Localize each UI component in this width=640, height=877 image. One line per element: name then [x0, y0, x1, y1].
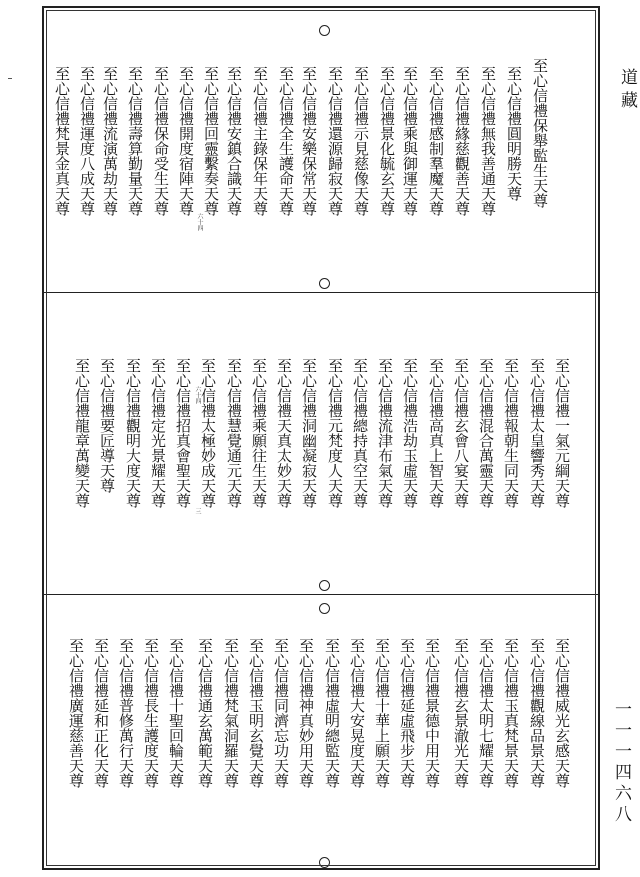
text-column: 至心信禮太明七耀天尊	[477, 638, 495, 788]
text-column: 至心信禮太皇響秀天尊	[528, 358, 546, 508]
text-column: 至心信禮觀明大度天尊	[124, 358, 142, 508]
text-column: 至心信禮安鎮合識天尊	[225, 66, 243, 216]
text-column: 至心信禮乘願往生天尊	[250, 358, 268, 508]
text-column: 至心信禮全生護命天尊	[277, 66, 295, 216]
text-column: 至心信禮大安晃度天尊	[348, 638, 366, 788]
text-column: 至心信禮運度八成天尊	[78, 66, 96, 216]
text-column: 至心信禮十華上願天尊	[373, 638, 391, 788]
text-column: 至心信禮通玄萬範天尊	[196, 638, 214, 788]
page-mark: 六十四	[194, 386, 201, 404]
text-column: 至心信禮回靈繫奏天尊	[202, 66, 220, 216]
text-column: 至心信禮定光景耀天尊	[149, 358, 167, 508]
text-column: 至心信禮混合萬靈天尊	[477, 358, 495, 508]
text-column: 至心信禮慧覺通元天尊	[225, 358, 243, 508]
margin-tick	[8, 78, 12, 79]
text-column: 至心信禮太極妙成天尊	[199, 358, 217, 508]
text-column: 至心信禮普修萬行天尊	[117, 638, 135, 788]
text-column: 至心信禮無我善通天尊	[479, 66, 497, 216]
text-column: 至心信禮同濟忘功天尊	[272, 638, 290, 788]
text-column: 至心信禮長生護度天尊	[142, 638, 160, 788]
text-column: 至心信禮安樂保常天尊	[300, 66, 318, 216]
text-column: 至心信禮玄會八宴天尊	[452, 358, 470, 508]
text-column: 至心信禮延虛飛步天尊	[398, 638, 416, 788]
text-column: 至心信禮玉明玄覺天尊	[247, 638, 265, 788]
text-column: 至心信禮浩劫玉虛天尊	[401, 358, 419, 508]
text-column: 至心信禮緣慈觀善天尊	[453, 66, 471, 216]
page-number: 一一一四六八	[611, 700, 631, 826]
text-column: 至心信禮玉真梵景天尊	[502, 638, 520, 788]
panel-lower	[44, 8, 598, 872]
page-mark: 三	[194, 508, 201, 514]
text-column: 至心信禮圓明勝天尊	[505, 66, 523, 201]
text-column: 至心信禮神真妙用天尊	[297, 638, 315, 788]
text-column: 至心信禮要匠導天尊	[98, 358, 116, 493]
text-column: 至心信禮元梵度人天尊	[326, 358, 344, 508]
text-column: 至心信禮總持真空天尊	[351, 358, 369, 508]
text-column: 至心信禮保舉監生天尊	[531, 58, 549, 208]
text-column: 至心信禮報朝生同天尊	[502, 358, 520, 508]
text-column: 至心信禮景化毓玄天尊	[378, 66, 396, 216]
text-column: 至心信禮觀線品景天尊	[528, 638, 546, 788]
text-column: 至心信禮十聖回輪天尊	[167, 638, 185, 788]
text-column: 至心信禮洞幽凝寂天尊	[300, 358, 318, 508]
text-column: 至心信禮開度宿陣天尊	[177, 66, 195, 216]
text-column: 至心信禮龍章萬變天尊	[73, 358, 91, 508]
text-column: 至心信禮乘與御運天尊	[401, 66, 419, 216]
text-column: 至心信禮威光玄感天尊	[553, 638, 571, 788]
text-column: 至心信禮主錄保年天尊	[251, 66, 269, 216]
text-column: 至心信禮梵氣洞羅天尊	[222, 638, 240, 788]
text-column: 至心信禮延和正化天尊	[92, 638, 110, 788]
text-column: 至心信禮虛明總監天尊	[323, 638, 341, 788]
text-column: 至心信禮流津布氣天尊	[376, 358, 394, 508]
text-column: 至心信禮流演萬劫天尊	[101, 66, 119, 216]
text-column: 至心信禮梵景金真天尊	[53, 66, 71, 216]
collection-name: 道藏	[617, 68, 637, 114]
text-column: 至心信禮還源歸寂天尊	[326, 66, 344, 216]
text-column: 至心信禮廣運慈善天尊	[67, 638, 85, 788]
text-column: 至心信禮壽算勤量天尊	[126, 66, 144, 216]
text-column: 至心信禮高真上智天尊	[427, 358, 445, 508]
page-mark: 六十四	[196, 213, 203, 231]
text-column: 至心信禮一氣元綱天尊	[553, 358, 571, 508]
text-column: 至心信禮玄景澈光天尊	[452, 638, 470, 788]
text-column: 至心信禮感制羣魔天尊	[427, 66, 445, 216]
text-column: 至心信禮保命受生天尊	[152, 66, 170, 216]
text-column: 至心信禮招真會聖天尊	[174, 358, 192, 508]
text-column: 至心信禮天真太妙天尊	[275, 358, 293, 508]
page-frame	[42, 6, 600, 870]
text-column: 至心信禮示見慈像天尊	[352, 66, 370, 216]
text-column: 至心信禮景德中用天尊	[423, 638, 441, 788]
